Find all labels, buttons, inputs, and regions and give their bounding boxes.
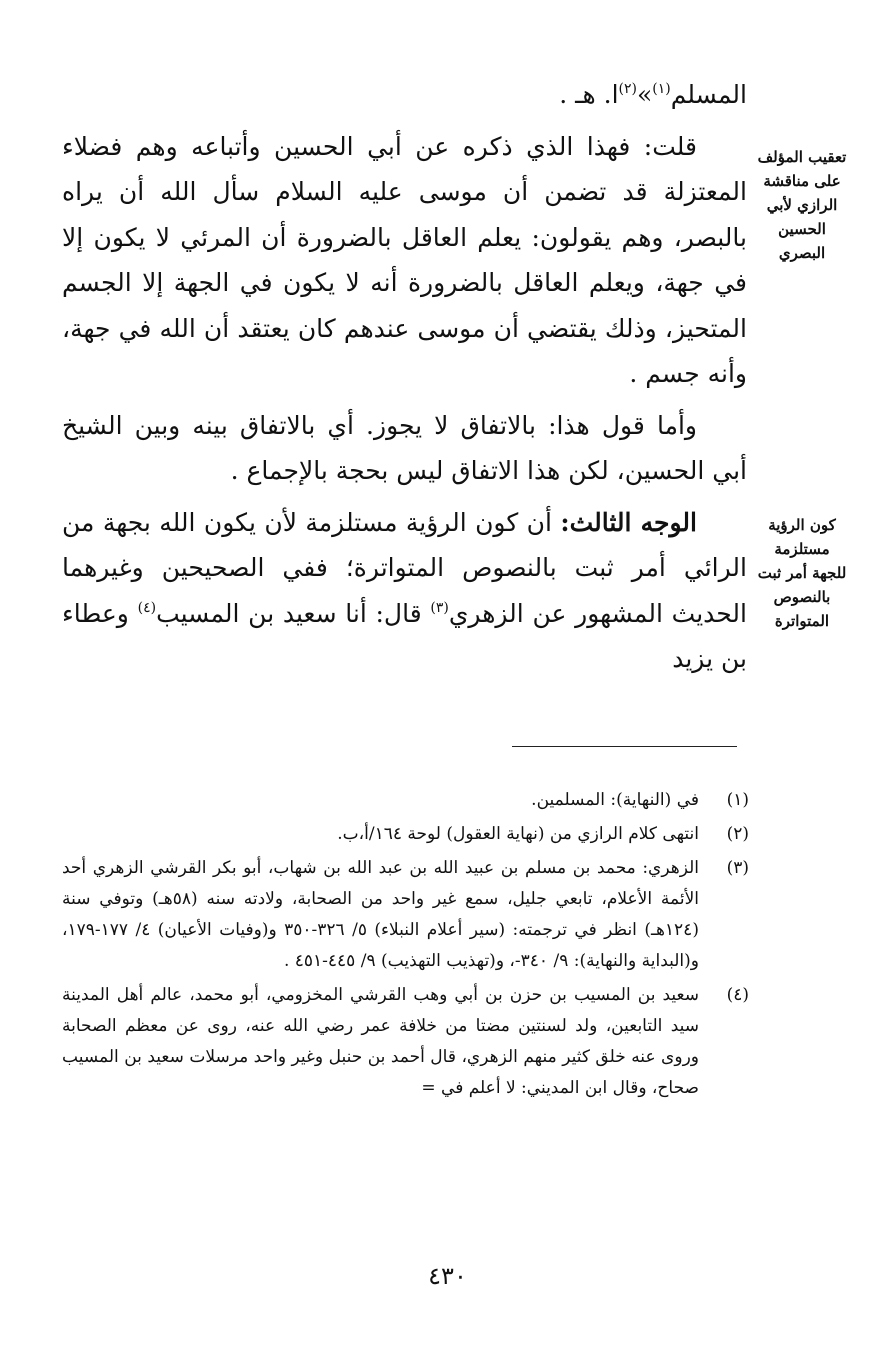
paragraph-3-text-a: أن كون الرؤية مستلزمة لأن يكون الله بجهة من الرائي أمر ثبت بالنصوص المتواترة؛ ففي الصحيحين وغيرهما الحديث المشهور عن الزهري — [62, 507, 747, 628]
footnotes — [62, 785, 749, 1107]
footnote-item — [62, 853, 749, 977]
paragraph-3-text-c: وعطاء بن يزيد — [62, 598, 747, 673]
footnote-number: (٢) — [726, 824, 749, 844]
continuation-line — [62, 72, 747, 118]
page-number: ٤٣٠ — [428, 1262, 467, 1290]
footnote-ref-1: (١) — [652, 81, 671, 97]
line-word: المسلم — [670, 80, 747, 109]
footnote-number: (٣) — [726, 858, 749, 878]
paragraph-1: قلت: فهذا الذي ذكره عن أبي الحسين وأتباعه وهم فضلاء المعتزلة قد تضمن أن موسى عليه السلام سأل الله أن يراه بالبصر، وهم يقولون: يعلم العاقل بالضرورة أن المرئي لا يكون إلا في جهة، ويعلم العاقل بالضرورة أنه لا يكون في الجهة إلا الجسم المتحيز، وذلك يقتضي أن موسى عندهم كان يعتقد أن الله في جهة، وأنه جسم . — [62, 131, 747, 388]
section-heading: الوجه الثالث: — [560, 507, 697, 537]
footnote-text: سعيد بن المسيب بن حزن بن أبي وهب القرشي المخزومي، أبو محمد، عالم أهل المدينة سيد التابعين، ولد لسنتين مضتا من خلافة عمر رضي الله عنه، روى عن معظم الصحابة وروى عنه خلق كثير منهم الزهري، قال أحمد بن حنبل وغير واحد مرسلات سعيد بن المسيب صحاح، وقال ابن المديني: لا أعلم في = — [62, 985, 699, 1098]
footnote-ref-3: (٣) — [430, 599, 449, 616]
closing-quote: » — [637, 80, 653, 109]
footnote-item — [62, 980, 749, 1104]
line-end: ا. هـ . — [559, 80, 619, 109]
footnote-ref-2: (٢) — [618, 81, 637, 97]
footnote-item — [62, 785, 749, 816]
margin-note-1: تعقيب المؤلف على مناقشة الرازي لأبي الحسين البصري — [757, 148, 847, 262]
paragraph-3-text-b: قال: أنا سعيد بن المسيب — [156, 598, 431, 628]
footnote-ref-4: (٤) — [137, 599, 157, 616]
paragraph-2: وأما قول هذا: بالاتفاق لا يجوز. أي بالاتفاق بينه وبين الشيخ أبي الحسين، لكن هذا الاتفاق ليس بحجة بالإجماع . — [62, 410, 747, 485]
footnote-separator — [512, 746, 737, 747]
footnote-number: (١) — [726, 790, 749, 810]
footnote-item — [62, 819, 749, 850]
margin-note-2: كون الرؤية مستلزمة للجهة أمر ثبت بالنصوص المتواترة — [757, 516, 847, 630]
footnote-text: الزهري: محمد بن مسلم بن عبيد الله بن عبد الله بن شهاب، أبو بكر القرشي الزهري أحد الأئمة الأعلام، تابعي جليل، سمع غير واحد من الصحابة، ولادته سنه (٥٨هـ) وتوفي سنة (١٢٤هـ) انظر في ترجمته: (سير أعلام النبلاء) ٥/ ٣٢٦-٣٥٠ و(وفيات الأعيان) ٤/ ١٧٧-١٧٩، و(البداية والنهاية): ٩/ ٣٤٠-، و(تهذيب التهذيب) ٩/ ٤٤٥-٤٥١ . — [62, 858, 699, 971]
footnote-text: انتهى كلام الرازي من (نهاية العقول) لوحة ١٦٤/أ،ب. — [337, 824, 699, 844]
paragraph-3 — [62, 500, 747, 682]
footnote-number: (٤) — [726, 985, 749, 1005]
main-text — [62, 72, 747, 688]
footnote-text: في (النهاية): المسلمين. — [531, 790, 699, 810]
